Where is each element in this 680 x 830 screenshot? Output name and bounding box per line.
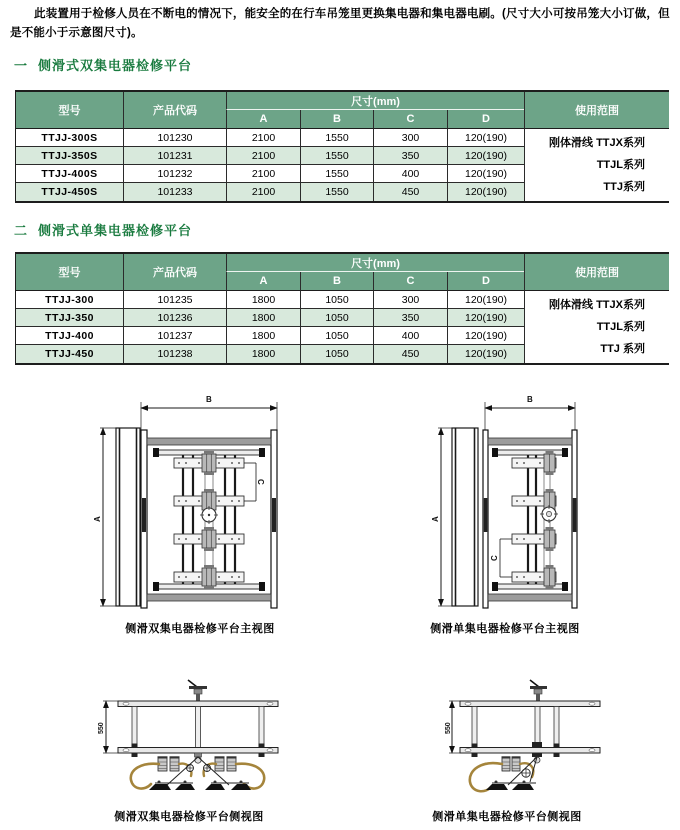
model-cell: TTJJ-300S: [16, 129, 123, 147]
dim-b-cell: 1550: [300, 147, 373, 165]
intro-paragraph: 此装置用于检修人员在不断电的情况下，能安全的在行车吊笼里更换集电器和集电器电刷。(尺寸大小可按吊笼大小订做，但是不能小于示意图尺寸)。: [10, 8, 670, 39]
collector-shoe: [486, 784, 508, 790]
code-cell: 101238: [123, 345, 226, 363]
top-beam: [488, 438, 572, 457]
range-line: TTJL系列: [596, 321, 645, 333]
collector-shoe: [231, 784, 251, 790]
col-header-b: B: [300, 110, 373, 129]
caption-front-double: 侧滑双集电器检修平台主视图: [125, 623, 275, 635]
section-number: 一: [14, 58, 29, 73]
model-cell: TTJJ-450S: [16, 183, 123, 201]
dimension-b: [141, 395, 277, 430]
front-view-single-diagram: [428, 390, 593, 616]
dim-label-550: 550: [445, 722, 452, 734]
code-cell: 101232: [123, 165, 226, 183]
dim-b-cell: 1050: [300, 345, 373, 363]
model-cell: TTJJ-450: [16, 345, 123, 363]
section-number: 二: [14, 223, 29, 238]
dim-a-cell: 1800: [226, 291, 300, 309]
dim-label-c: C: [256, 479, 265, 485]
model-cell: TTJJ-350S: [16, 147, 123, 165]
dim-label-a: A: [431, 516, 440, 522]
col-header-model: 型号: [16, 254, 123, 291]
range-cell: [524, 291, 669, 363]
spec-table: [15, 252, 669, 365]
section-heading-2: [14, 220, 192, 239]
side-view-double-diagram: [85, 678, 315, 804]
col-header-code: 产品代码: [123, 92, 226, 129]
dimension-c: [490, 539, 512, 577]
col-header-b: B: [300, 272, 373, 291]
dim-d-cell: 120(190): [447, 309, 524, 327]
spec-table: [15, 90, 669, 203]
dim-a-cell: 1800: [226, 345, 300, 363]
col-header-d: D: [447, 110, 524, 129]
dim-b-cell: 1050: [300, 309, 373, 327]
model-cell: TTJJ-350: [16, 309, 123, 327]
code-cell: 101231: [123, 147, 226, 165]
code-cell: 101236: [123, 309, 226, 327]
dim-a-cell: 1800: [226, 309, 300, 327]
col-header-size: 尺寸(mm): [226, 92, 524, 110]
dim-c-cell: 400: [373, 165, 447, 183]
model-cell: TTJJ-400S: [16, 165, 123, 183]
collector-assembly: [470, 756, 540, 791]
col-header-c: C: [373, 110, 447, 129]
dim-b-cell: 1550: [300, 183, 373, 201]
range-cell: [524, 129, 669, 201]
dim-a-cell: 2100: [226, 183, 300, 201]
model-cell: TTJJ-300: [16, 291, 123, 309]
section-title: 侧滑式双集电器检修平台: [38, 58, 193, 73]
col-header-model: 型号: [16, 92, 123, 129]
code-cell: 101230: [123, 129, 226, 147]
dim-c-cell: 350: [373, 147, 447, 165]
dim-d-cell: 120(190): [447, 129, 524, 147]
table-row: [16, 291, 669, 309]
dimension-a: [93, 428, 118, 606]
col-header-code: 产品代码: [123, 254, 226, 291]
dim-label-a: A: [93, 516, 102, 522]
bottom-beam: [488, 582, 572, 601]
col-header-range: 使用范围: [524, 92, 669, 129]
frame: [460, 701, 600, 757]
code-cell: 101233: [123, 183, 226, 201]
col-header-range: 使用范围: [524, 254, 669, 291]
dim-label-c: C: [490, 555, 499, 561]
dim-label-b: B: [206, 395, 212, 404]
range-line: TTJ系列: [603, 181, 645, 193]
front-view-double-diagram: [88, 390, 338, 616]
dim-c-cell: 300: [373, 129, 447, 147]
dim-a-cell: 1800: [226, 327, 300, 345]
table-row: [16, 129, 669, 147]
dim-label-b: B: [527, 395, 533, 404]
dim-c-cell: 300: [373, 291, 447, 309]
section-heading-1: [14, 55, 192, 74]
dimension-550: [98, 701, 118, 753]
model-cell: TTJJ-400: [16, 327, 123, 345]
spec-table-double: [15, 90, 668, 203]
col-header-a: A: [226, 110, 300, 129]
col-header-d: D: [447, 272, 524, 291]
dimension-a: [431, 428, 452, 606]
dim-b-cell: 1050: [300, 291, 373, 309]
dimension-550: [445, 701, 460, 753]
section-title: 侧滑式单集电器检修平台: [38, 223, 193, 238]
caption-front-single: 侧滑单集电器检修平台主视图: [430, 623, 580, 635]
dim-d-cell: 120(190): [447, 291, 524, 309]
dim-d-cell: 120(190): [447, 165, 524, 183]
dim-d-cell: 120(190): [447, 327, 524, 345]
caption-side-single: 侧滑单集电器检修平台侧视图: [432, 811, 582, 823]
dim-c-cell: 350: [373, 309, 447, 327]
dim-c-cell: 400: [373, 327, 447, 345]
code-cell: 101237: [123, 327, 226, 345]
col-header-size: 尺寸(mm): [226, 254, 524, 272]
col-header-a: A: [226, 272, 300, 291]
code-cell: 101235: [123, 291, 226, 309]
range-line: 刚体滑线 TTJX系列: [549, 299, 645, 311]
top-handle: [530, 680, 547, 701]
collector-shoe: [512, 784, 534, 790]
dim-b-cell: 1550: [300, 129, 373, 147]
dim-b-cell: 1050: [300, 327, 373, 345]
frame: [118, 701, 278, 757]
range-line: TTJL系列: [596, 159, 645, 171]
dim-a-cell: 2100: [226, 129, 300, 147]
top-handle: [188, 680, 207, 701]
dim-label-550: 550: [98, 722, 105, 734]
dim-a-cell: 2100: [226, 147, 300, 165]
range-line: TTJ 系列: [600, 343, 645, 355]
dim-c-cell: 450: [373, 345, 447, 363]
dim-a-cell: 2100: [226, 165, 300, 183]
dimension-b: [485, 395, 575, 432]
col-header-c: C: [373, 272, 447, 291]
dim-b-cell: 1550: [300, 165, 373, 183]
side-plate: [452, 428, 478, 606]
caption-side-double: 侧滑双集电器检修平台侧视图: [114, 811, 264, 823]
spec-table-single: [15, 252, 668, 365]
dimension-c: [244, 463, 265, 501]
dim-d-cell: 120(190): [447, 345, 524, 363]
side-plate: [116, 428, 140, 606]
dim-c-cell: 450: [373, 183, 447, 201]
dim-d-cell: 120(190): [447, 183, 524, 201]
side-view-single-diagram: [442, 678, 607, 804]
collector-assembly: [131, 753, 264, 790]
collector-shoe: [175, 784, 195, 790]
range-line: 刚体滑线 TTJX系列: [549, 137, 645, 149]
collector-shoe: [205, 784, 225, 790]
dim-d-cell: 120(190): [447, 147, 524, 165]
